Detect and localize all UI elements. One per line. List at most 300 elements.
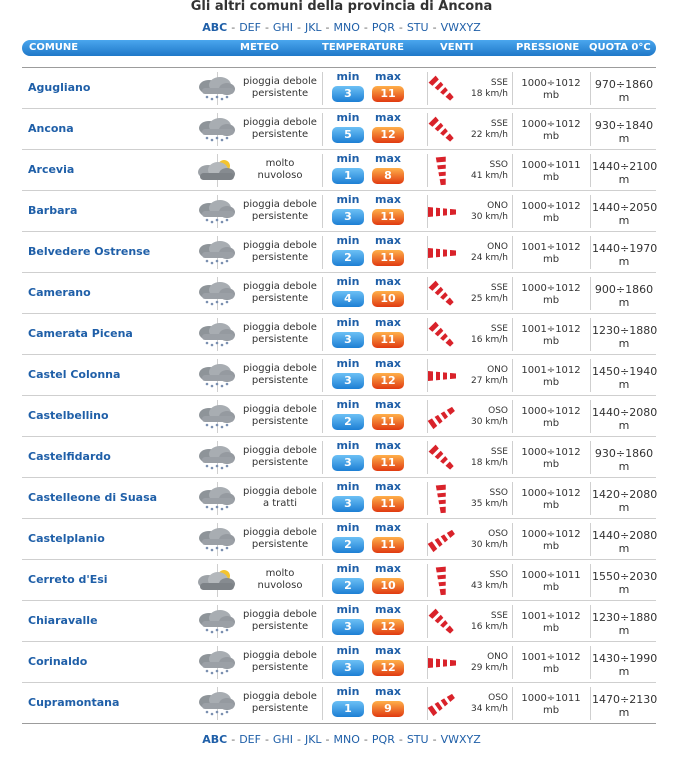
header-meteo: METEO — [240, 42, 279, 53]
wind-speed: 35 km/h — [470, 499, 508, 509]
max-temp-badge: 11 — [372, 414, 404, 430]
freezing-level-unit: m — [618, 706, 630, 719]
cell-divider — [512, 523, 513, 556]
freezing-level — [592, 365, 656, 391]
pressure-unit: mb — [542, 541, 560, 552]
cell-divider — [322, 482, 323, 515]
rain-icon — [194, 527, 238, 553]
nav-separator: - — [231, 21, 236, 34]
max-label: max — [375, 644, 401, 657]
cell-divider — [590, 277, 591, 310]
rain-icon — [194, 486, 238, 512]
min-temp-badge: 3 — [332, 373, 364, 389]
wind-direction: SSE — [490, 283, 508, 293]
min-label: min — [336, 152, 360, 165]
alpha-link-abc[interactable]: ABC — [202, 21, 228, 34]
cell-divider — [322, 400, 323, 433]
weather-description-line2: persistente — [251, 129, 309, 140]
weather-description — [238, 404, 322, 428]
cell-divider — [512, 318, 513, 351]
windsock-east-icon — [424, 648, 460, 678]
wind-speed: 34 km/h — [470, 704, 508, 714]
windsock-strong-icon — [424, 320, 460, 350]
freezing-level-range: 1450÷1940 — [592, 365, 658, 378]
wind-speed: 43 km/h — [470, 581, 508, 591]
weather-description-line2: persistente — [251, 662, 309, 673]
windsock-strong-icon — [424, 607, 460, 637]
pressure-unit: mb — [542, 90, 560, 101]
cloudy-icon — [194, 158, 238, 184]
min-label: min — [336, 603, 360, 616]
pressure — [514, 78, 588, 102]
freezing-level-unit: m — [618, 501, 630, 514]
wind-speed: 25 km/h — [470, 294, 508, 304]
pressure-range: 1000÷1012 — [521, 447, 581, 458]
alpha-link-jkl[interactable]: JKL — [304, 21, 322, 34]
comune-link[interactable]: Corinaldo — [28, 655, 88, 668]
freezing-level — [592, 447, 656, 473]
pressure-unit: mb — [542, 131, 560, 142]
freezing-level — [592, 160, 656, 186]
min-label: min — [336, 398, 360, 411]
rain-icon — [194, 404, 238, 430]
alphabet-nav-bottom — [0, 733, 683, 746]
freezing-level — [592, 78, 656, 104]
weather-description — [238, 486, 322, 510]
wind-speed: 24 km/h — [470, 253, 508, 263]
cell-divider — [512, 277, 513, 310]
weather-description-line1: molto — [265, 568, 295, 579]
table-row — [22, 67, 656, 109]
weather-description-line2: persistente — [251, 621, 309, 632]
table-row — [22, 559, 656, 601]
table-row — [22, 682, 656, 724]
alpha-bottom-link-def[interactable]: DEF — [239, 733, 261, 746]
cell-divider — [590, 400, 591, 433]
min-temp-badge: 4 — [332, 291, 364, 307]
max-label: max — [375, 193, 401, 206]
weather-description-line1: pioggia debole — [243, 527, 317, 538]
freezing-level — [592, 406, 656, 432]
cell-divider — [590, 605, 591, 638]
table-row — [22, 190, 656, 232]
pressure — [514, 529, 588, 553]
table-row — [22, 354, 656, 396]
wind-direction: ONO — [487, 652, 508, 662]
min-label: min — [336, 644, 360, 657]
cell-divider — [322, 564, 323, 597]
nav-separator: - — [432, 21, 437, 34]
weather-description-line2: persistente — [251, 334, 309, 345]
cell-divider — [512, 195, 513, 228]
min-temp-badge: 2 — [332, 250, 364, 266]
weather-description — [238, 650, 322, 674]
comune-link[interactable]: Arcevia — [28, 163, 75, 176]
pressure-unit: mb — [542, 582, 560, 593]
windsock-east-icon — [424, 238, 460, 268]
comune-link[interactable]: Ancona — [28, 122, 74, 135]
weather-description-line2: a tratti — [262, 498, 298, 509]
cell-divider — [512, 646, 513, 679]
wind-speed: 29 km/h — [470, 663, 508, 673]
alpha-link-vwxyz[interactable]: VWXYZ — [440, 21, 481, 34]
wind-direction: SSE — [490, 119, 508, 129]
weather-description — [238, 322, 322, 346]
table-row — [22, 395, 656, 437]
wind-speed: 22 km/h — [470, 130, 508, 140]
weather-description-line2: persistente — [251, 211, 309, 222]
cell-divider — [590, 646, 591, 679]
nav-separator: - — [325, 733, 330, 746]
weather-description-line1: pioggia debole — [243, 117, 317, 128]
pressure — [514, 160, 588, 184]
windsock-strong-icon — [424, 74, 460, 104]
windsock-strong-icon — [424, 115, 460, 145]
min-temp-badge: 3 — [332, 619, 364, 635]
pressure-range: 1000÷1011 — [521, 160, 581, 171]
pressure-unit: mb — [542, 377, 560, 388]
min-label: min — [336, 70, 360, 83]
max-temp-badge: 8 — [372, 168, 404, 184]
pressure-unit: mb — [542, 418, 560, 429]
windsock-east-icon — [424, 197, 460, 227]
pressure-range: 1000÷1012 — [521, 406, 581, 417]
cell-divider — [322, 523, 323, 556]
max-temp-badge: 9 — [372, 701, 404, 717]
cell-divider — [590, 523, 591, 556]
max-temp-badge: 11 — [372, 537, 404, 553]
rain-icon — [194, 322, 238, 348]
comune-link[interactable]: Cupramontana — [28, 696, 120, 709]
min-temp-badge: 3 — [332, 332, 364, 348]
cell-divider — [512, 400, 513, 433]
weather-description-line2: persistente — [251, 457, 309, 468]
freezing-level — [592, 488, 656, 514]
weather-description-line2: persistente — [251, 375, 309, 386]
pressure-unit: mb — [542, 623, 560, 634]
pressure-unit: mb — [542, 213, 560, 224]
freezing-level-range: 1470÷2130 — [592, 693, 658, 706]
wind-speed: 16 km/h — [470, 622, 508, 632]
max-label: max — [375, 439, 401, 452]
wind-direction: OSO — [488, 693, 508, 703]
pressure-range: 1000÷1012 — [521, 119, 581, 130]
wind-speed: 27 km/h — [470, 376, 508, 386]
alphabet-nav-top — [0, 21, 683, 34]
min-label: min — [336, 521, 360, 534]
pressure-unit: mb — [542, 254, 560, 265]
weather-description-line1: pioggia debole — [243, 281, 317, 292]
cell-divider — [322, 113, 323, 146]
freezing-level — [592, 242, 656, 268]
alpha-link-ghi[interactable]: GHI — [272, 21, 293, 34]
weather-description — [238, 240, 322, 264]
alpha-bottom-link-mno[interactable]: MNO — [333, 733, 360, 746]
alpha-link-pqr[interactable]: PQR — [371, 21, 395, 34]
pressure-unit: mb — [542, 459, 560, 470]
pressure — [514, 488, 588, 512]
cell-divider — [590, 195, 591, 228]
pressure-range: 1001÷1012 — [521, 242, 581, 253]
alpha-link-def[interactable]: DEF — [239, 21, 261, 34]
freezing-level — [592, 570, 656, 596]
cell-divider — [322, 318, 323, 351]
freezing-level-range: 1420÷2080 — [592, 488, 658, 501]
weather-description-line1: pioggia debole — [243, 322, 317, 333]
pressure — [514, 119, 588, 143]
cell-divider — [590, 687, 591, 720]
cell-divider — [512, 441, 513, 474]
freezing-level-range: 900÷1860 — [594, 283, 654, 296]
freezing-level-unit: m — [618, 378, 630, 391]
min-label: min — [336, 316, 360, 329]
wind-info — [458, 119, 508, 141]
freezing-level-unit: m — [618, 542, 630, 555]
cell-divider — [322, 195, 323, 228]
pressure-range: 1001÷1012 — [521, 324, 581, 335]
min-temp-badge: 3 — [332, 455, 364, 471]
max-temp-badge: 11 — [372, 496, 404, 512]
cell-divider — [322, 236, 323, 269]
weather-description — [238, 527, 322, 551]
alpha-bottom-link-ghi[interactable]: GHI — [272, 733, 293, 746]
max-label: max — [375, 521, 401, 534]
pressure-range: 1001÷1012 — [521, 365, 581, 376]
cell-divider — [322, 605, 323, 638]
freezing-level-unit: m — [618, 460, 630, 473]
comune-link[interactable]: Barbara — [28, 204, 78, 217]
windsock-south-icon — [424, 484, 460, 514]
wind-info — [458, 447, 508, 469]
freezing-level-range: 1550÷2030 — [592, 570, 658, 583]
alpha-bottom-link-stu[interactable]: STU — [406, 733, 429, 746]
wind-direction: SSE — [490, 447, 508, 457]
wind-direction: ONO — [487, 365, 508, 375]
freezing-level — [592, 611, 656, 637]
wind-direction: SSO — [489, 160, 508, 170]
comune-link[interactable]: Camerano — [28, 286, 91, 299]
min-temp-badge: 5 — [332, 127, 364, 143]
wind-info — [458, 242, 508, 264]
freezing-level-range: 1440÷2080 — [592, 529, 658, 542]
weather-description — [238, 445, 322, 469]
table-row — [22, 477, 656, 519]
freezing-level-range: 1430÷1990 — [592, 652, 658, 665]
max-temp-badge: 11 — [372, 332, 404, 348]
wind-direction: OSO — [488, 406, 508, 416]
weather-description — [238, 568, 322, 592]
cell-divider — [512, 482, 513, 515]
min-temp-badge: 3 — [332, 660, 364, 676]
freezing-level-range: 930÷1860 — [594, 447, 654, 460]
windsock-ne-icon — [424, 402, 460, 432]
max-label: max — [375, 70, 401, 83]
weather-description-line1: pioggia debole — [243, 199, 317, 210]
pressure-unit: mb — [542, 664, 560, 675]
max-temp-badge: 10 — [372, 291, 404, 307]
wind-speed: 41 km/h — [470, 171, 508, 181]
comune-link[interactable]: Agugliano — [28, 81, 91, 94]
min-temp-badge: 3 — [332, 496, 364, 512]
nav-separator: - — [296, 733, 301, 746]
max-label: max — [375, 275, 401, 288]
weather-description — [238, 199, 322, 223]
freezing-level-unit: m — [618, 132, 630, 145]
cell-divider — [512, 687, 513, 720]
weather-description-line2: persistente — [251, 703, 309, 714]
max-label: max — [375, 603, 401, 616]
freezing-level — [592, 283, 656, 309]
min-temp-badge: 2 — [332, 537, 364, 553]
comune-link[interactable]: Castelplanio — [28, 532, 105, 545]
weather-description-line2: persistente — [251, 539, 309, 550]
freezing-level — [592, 324, 656, 350]
cell-divider — [322, 359, 323, 392]
wind-info — [458, 78, 508, 100]
rain-icon — [194, 609, 238, 635]
weather-description-line2: nuvoloso — [257, 580, 303, 591]
weather-description-line1: pioggia debole — [243, 650, 317, 661]
pressure-range: 1000÷1012 — [521, 529, 581, 540]
cell-divider — [590, 441, 591, 474]
pressure-range: 1000÷1012 — [521, 283, 581, 294]
cell-divider — [512, 359, 513, 392]
rain-icon — [194, 691, 238, 717]
freezing-level-range: 1440÷1970 — [592, 242, 658, 255]
weather-description-line1: pioggia debole — [243, 445, 317, 456]
weather-description-line1: pioggia debole — [243, 240, 317, 251]
freezing-level-unit: m — [618, 337, 630, 350]
max-label: max — [375, 111, 401, 124]
windsock-south-icon — [424, 156, 460, 186]
freezing-level-range: 1230÷1880 — [592, 611, 658, 624]
windsock-strong-icon — [424, 443, 460, 473]
max-label: max — [375, 357, 401, 370]
weather-description-line2: persistente — [251, 252, 309, 263]
weather-description — [238, 158, 322, 182]
nav-separator: - — [296, 21, 301, 34]
header-pressione: PRESSIONE — [516, 42, 580, 53]
pressure — [514, 447, 588, 471]
comune-link[interactable]: Cerreto d'Esi — [28, 573, 108, 586]
pressure — [514, 242, 588, 266]
nav-separator: - — [363, 21, 368, 34]
cell-divider — [322, 154, 323, 187]
weather-description-line2: persistente — [251, 293, 309, 304]
max-label: max — [375, 398, 401, 411]
min-label: min — [336, 439, 360, 452]
weather-description-line1: pioggia debole — [243, 691, 317, 702]
pressure-range: 1001÷1012 — [521, 611, 581, 622]
max-temp-badge: 11 — [372, 455, 404, 471]
alpha-bottom-link-abc[interactable]: ABC — [202, 733, 228, 746]
nav-separator: - — [398, 21, 403, 34]
cell-divider — [590, 236, 591, 269]
alpha-bottom-link-pqr[interactable]: PQR — [371, 733, 395, 746]
cell-divider — [322, 277, 323, 310]
pressure-range: 1000÷1012 — [521, 78, 581, 89]
max-temp-badge: 12 — [372, 619, 404, 635]
table-row — [22, 641, 656, 683]
min-temp-badge: 2 — [332, 414, 364, 430]
cell-divider — [322, 441, 323, 474]
freezing-level — [592, 529, 656, 555]
rain-icon — [194, 199, 238, 225]
comune-link[interactable]: Castelfidardo — [28, 450, 111, 463]
max-label: max — [375, 480, 401, 493]
min-label: min — [336, 357, 360, 370]
table-row — [22, 518, 656, 560]
cell-divider — [322, 687, 323, 720]
comune-link[interactable]: Chiaravalle — [28, 614, 98, 627]
pressure-range: 1000÷1011 — [521, 570, 581, 581]
freezing-level-range: 1440÷2100 — [592, 160, 658, 173]
rain-icon — [194, 445, 238, 471]
min-label: min — [336, 480, 360, 493]
cell-divider — [512, 236, 513, 269]
cell-divider — [590, 359, 591, 392]
header-comune: COMUNE — [29, 42, 79, 53]
freezing-level-unit: m — [618, 296, 630, 309]
max-temp-badge: 12 — [372, 373, 404, 389]
max-temp-badge: 10 — [372, 578, 404, 594]
pressure — [514, 201, 588, 225]
min-temp-badge: 3 — [332, 209, 364, 225]
comune-link[interactable]: Castel Colonna — [28, 368, 121, 381]
header-quota: QUOTA 0°C — [589, 42, 651, 53]
min-label: min — [336, 562, 360, 575]
table-row — [22, 600, 656, 642]
freezing-level — [592, 652, 656, 678]
comune-link[interactable]: Belvedere Ostrense — [28, 245, 151, 258]
alpha-bottom-link-jkl[interactable]: JKL — [304, 733, 322, 746]
freezing-level-range: 1440÷2080 — [592, 406, 658, 419]
wind-direction: ONO — [487, 242, 508, 252]
wind-info — [458, 652, 508, 674]
pressure — [514, 611, 588, 635]
wind-direction: SSO — [489, 488, 508, 498]
comune-link[interactable]: Castelbellino — [28, 409, 109, 422]
comune-link[interactable]: Camerata Picena — [28, 327, 133, 340]
max-label: max — [375, 316, 401, 329]
weather-description — [238, 691, 322, 715]
weather-description — [238, 281, 322, 305]
comune-link[interactable]: Castelleone di Suasa — [28, 491, 158, 504]
wind-info — [458, 324, 508, 346]
wind-info — [458, 160, 508, 182]
alpha-link-mno[interactable]: MNO — [333, 21, 360, 34]
nav-separator: - — [398, 733, 403, 746]
weather-description-line1: pioggia debole — [243, 363, 317, 374]
wind-info — [458, 201, 508, 223]
wind-direction: SSE — [490, 324, 508, 334]
table-bottom-border — [22, 723, 656, 724]
max-temp-badge: 12 — [372, 127, 404, 143]
max-temp-badge: 11 — [372, 86, 404, 102]
rain-icon — [194, 281, 238, 307]
alpha-bottom-link-vwxyz[interactable]: VWXYZ — [440, 733, 481, 746]
weather-description-line2: persistente — [251, 416, 309, 427]
freezing-level-unit: m — [618, 173, 630, 186]
pressure — [514, 324, 588, 348]
min-label: min — [336, 275, 360, 288]
windsock-east-icon — [424, 361, 460, 391]
max-label: max — [375, 685, 401, 698]
pressure — [514, 693, 588, 717]
freezing-level-unit: m — [618, 583, 630, 596]
freezing-level-range: 970÷1860 — [594, 78, 654, 91]
alpha-link-stu[interactable]: STU — [406, 21, 429, 34]
